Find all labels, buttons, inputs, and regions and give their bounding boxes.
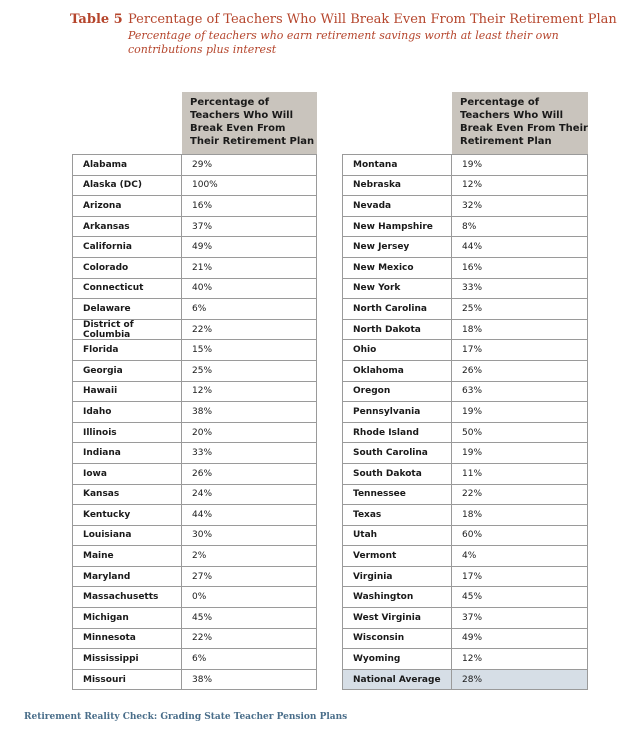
state-name: Oregon bbox=[342, 382, 452, 402]
state-name: National Average bbox=[342, 670, 452, 690]
table-row bbox=[342, 279, 588, 300]
percentage-value: 11% bbox=[452, 464, 588, 484]
table-row bbox=[342, 155, 588, 176]
state-name: Alabama bbox=[72, 155, 182, 175]
footer-text: Retirement Reality Check: Grading State Teacher Pension Plans bbox=[24, 712, 348, 722]
national-average-row bbox=[342, 670, 588, 691]
state-name: Delaware bbox=[72, 299, 182, 319]
percentage-value: 22% bbox=[182, 320, 317, 340]
state-name: Oklahoma bbox=[342, 361, 452, 381]
table-row bbox=[342, 629, 588, 650]
percentage-value: 60% bbox=[452, 526, 588, 546]
state-name: Missouri bbox=[72, 670, 182, 690]
percentage-value: 4% bbox=[452, 546, 588, 566]
state-name: Wisconsin bbox=[342, 629, 452, 649]
state-name: Illinois bbox=[72, 423, 182, 443]
state-name: New Hampshire bbox=[342, 217, 452, 237]
percentage-value: 27% bbox=[182, 567, 317, 587]
table-row bbox=[72, 340, 317, 361]
percentage-value: 17% bbox=[452, 567, 588, 587]
percentage-value: 18% bbox=[452, 320, 588, 340]
state-name: Texas bbox=[342, 505, 452, 525]
table-row bbox=[342, 485, 588, 506]
right-header-row bbox=[342, 92, 588, 154]
percentage-value: 63% bbox=[452, 382, 588, 402]
right-header-blank bbox=[342, 92, 452, 154]
percentage-value: 33% bbox=[452, 279, 588, 299]
state-name: Maryland bbox=[72, 567, 182, 587]
percentage-value: 12% bbox=[452, 176, 588, 196]
table-row bbox=[72, 382, 317, 403]
table-title: Percentage of Teachers Who Will Break Even From Their Retirement Plan bbox=[128, 12, 617, 27]
state-name: Massachusetts bbox=[72, 587, 182, 607]
table-row bbox=[72, 587, 317, 608]
table-row bbox=[72, 361, 317, 382]
state-name: Minnesota bbox=[72, 629, 182, 649]
state-name: North Dakota bbox=[342, 320, 452, 340]
state-name: New Mexico bbox=[342, 258, 452, 278]
state-name: Michigan bbox=[72, 608, 182, 628]
table-label: Table 5 bbox=[70, 12, 123, 27]
state-name: Connecticut bbox=[72, 279, 182, 299]
state-name: Kentucky bbox=[72, 505, 182, 525]
state-name: New York bbox=[342, 279, 452, 299]
state-name: Nevada bbox=[342, 196, 452, 216]
table-row bbox=[342, 382, 588, 403]
state-name: Vermont bbox=[342, 546, 452, 566]
percentage-value: 6% bbox=[182, 649, 317, 669]
table-row bbox=[72, 320, 317, 341]
state-name: Tennessee bbox=[342, 485, 452, 505]
table-row bbox=[72, 176, 317, 197]
percentage-value: 12% bbox=[452, 649, 588, 669]
table-row bbox=[342, 608, 588, 629]
percentage-value: 25% bbox=[452, 299, 588, 319]
left-header-blank bbox=[72, 92, 182, 154]
table-row bbox=[342, 423, 588, 444]
state-name: Alaska (DC) bbox=[72, 176, 182, 196]
percentage-value: 44% bbox=[182, 505, 317, 525]
state-name: West Virginia bbox=[342, 608, 452, 628]
table-row bbox=[342, 340, 588, 361]
percentage-value: 26% bbox=[182, 464, 317, 484]
percentage-value: 19% bbox=[452, 402, 588, 422]
table-row bbox=[72, 464, 317, 485]
percentage-value: 49% bbox=[182, 237, 317, 257]
state-name: South Carolina bbox=[342, 443, 452, 463]
state-name: Maine bbox=[72, 546, 182, 566]
percentage-value: 33% bbox=[182, 443, 317, 463]
percentage-value: 45% bbox=[452, 587, 588, 607]
state-name: Montana bbox=[342, 155, 452, 175]
state-name: Iowa bbox=[72, 464, 182, 484]
table-subtitle: Percentage of teachers who earn retirement savings worth at least their own contributions plus interest bbox=[128, 29, 559, 56]
table-row bbox=[342, 299, 588, 320]
table-row bbox=[72, 155, 317, 176]
state-name: Louisiana bbox=[72, 526, 182, 546]
percentage-value: 15% bbox=[182, 340, 317, 360]
table-row bbox=[342, 402, 588, 423]
right-column-header: Percentage of Teachers Who Will Break Even From Their Retirement Plan bbox=[452, 92, 588, 154]
percentage-value: 19% bbox=[452, 155, 588, 175]
percentage-value: 17% bbox=[452, 340, 588, 360]
percentage-value: 2% bbox=[182, 546, 317, 566]
state-name: Hawaii bbox=[72, 382, 182, 402]
percentage-value: 21% bbox=[182, 258, 317, 278]
table-row bbox=[72, 237, 317, 258]
percentage-value: 37% bbox=[452, 608, 588, 628]
percentage-value: 29% bbox=[182, 155, 317, 175]
percentage-value: 18% bbox=[452, 505, 588, 525]
table-row bbox=[72, 258, 317, 279]
table-row bbox=[342, 320, 588, 341]
table-row bbox=[342, 464, 588, 485]
state-name: Colorado bbox=[72, 258, 182, 278]
percentage-value: 8% bbox=[452, 217, 588, 237]
table-row bbox=[342, 505, 588, 526]
table-row bbox=[72, 567, 317, 588]
percentage-value: 12% bbox=[182, 382, 317, 402]
state-name: Arkansas bbox=[72, 217, 182, 237]
percentage-value: 26% bbox=[452, 361, 588, 381]
state-name: Ohio bbox=[342, 340, 452, 360]
percentage-value: 40% bbox=[182, 279, 317, 299]
percentage-value: 38% bbox=[182, 402, 317, 422]
percentage-value: 16% bbox=[182, 196, 317, 216]
state-name: Utah bbox=[342, 526, 452, 546]
state-name: Florida bbox=[72, 340, 182, 360]
percentage-value: 32% bbox=[452, 196, 588, 216]
table-row bbox=[72, 649, 317, 670]
table-row bbox=[72, 629, 317, 650]
percentage-value: 100% bbox=[182, 176, 317, 196]
table-row bbox=[342, 567, 588, 588]
table-row bbox=[72, 505, 317, 526]
state-name: Washington bbox=[342, 587, 452, 607]
state-name: Rhode Island bbox=[342, 423, 452, 443]
table-row bbox=[342, 443, 588, 464]
state-name: South Dakota bbox=[342, 464, 452, 484]
state-name: Mississippi bbox=[72, 649, 182, 669]
percentage-value: 16% bbox=[452, 258, 588, 278]
table-row bbox=[342, 649, 588, 670]
table-row bbox=[72, 443, 317, 464]
table-row bbox=[72, 279, 317, 300]
percentage-value: 30% bbox=[182, 526, 317, 546]
percentage-value: 20% bbox=[182, 423, 317, 443]
table-row bbox=[72, 217, 317, 238]
percentage-value: 22% bbox=[182, 629, 317, 649]
percentage-value: 6% bbox=[182, 299, 317, 319]
state-name: New Jersey bbox=[342, 237, 452, 257]
table-row bbox=[342, 196, 588, 217]
table-row bbox=[72, 546, 317, 567]
state-name: Virginia bbox=[342, 567, 452, 587]
state-name: Arizona bbox=[72, 196, 182, 216]
state-name: Indiana bbox=[72, 443, 182, 463]
percentage-value: 22% bbox=[452, 485, 588, 505]
percentage-value: 44% bbox=[452, 237, 588, 257]
percentage-value: 25% bbox=[182, 361, 317, 381]
table-row bbox=[342, 258, 588, 279]
state-name: Idaho bbox=[72, 402, 182, 422]
state-name: Nebraska bbox=[342, 176, 452, 196]
table-row bbox=[342, 587, 588, 608]
table-row bbox=[72, 670, 317, 691]
table-row bbox=[72, 402, 317, 423]
left-table bbox=[72, 92, 317, 690]
right-rows bbox=[342, 154, 588, 690]
state-name: District of Columbia bbox=[72, 320, 182, 340]
table-row bbox=[72, 299, 317, 320]
percentage-value: 45% bbox=[182, 608, 317, 628]
state-name: Wyoming bbox=[342, 649, 452, 669]
state-name: Georgia bbox=[72, 361, 182, 381]
table-row bbox=[342, 176, 588, 197]
table-row bbox=[72, 608, 317, 629]
state-name: North Carolina bbox=[342, 299, 452, 319]
percentage-value: 24% bbox=[182, 485, 317, 505]
table-row bbox=[342, 526, 588, 547]
left-rows bbox=[72, 154, 317, 690]
state-name: Kansas bbox=[72, 485, 182, 505]
table-row bbox=[72, 423, 317, 444]
table-row bbox=[342, 546, 588, 567]
table-row bbox=[342, 237, 588, 258]
table-row bbox=[342, 361, 588, 382]
table-row bbox=[342, 217, 588, 238]
state-name: Pennsylvania bbox=[342, 402, 452, 422]
table-row bbox=[72, 485, 317, 506]
percentage-value: 37% bbox=[182, 217, 317, 237]
percentage-value: 19% bbox=[452, 443, 588, 463]
percentage-value: 0% bbox=[182, 587, 317, 607]
right-table bbox=[342, 92, 588, 690]
state-name: California bbox=[72, 237, 182, 257]
percentage-value: 50% bbox=[452, 423, 588, 443]
left-header-row bbox=[72, 92, 317, 154]
percentage-value: 28% bbox=[452, 670, 588, 690]
left-column-header: Percentage of Teachers Who Will Break Even From Their Retirement Plan bbox=[182, 92, 317, 154]
table-row bbox=[72, 526, 317, 547]
percentage-value: 38% bbox=[182, 670, 317, 690]
percentage-value: 49% bbox=[452, 629, 588, 649]
table-row bbox=[72, 196, 317, 217]
